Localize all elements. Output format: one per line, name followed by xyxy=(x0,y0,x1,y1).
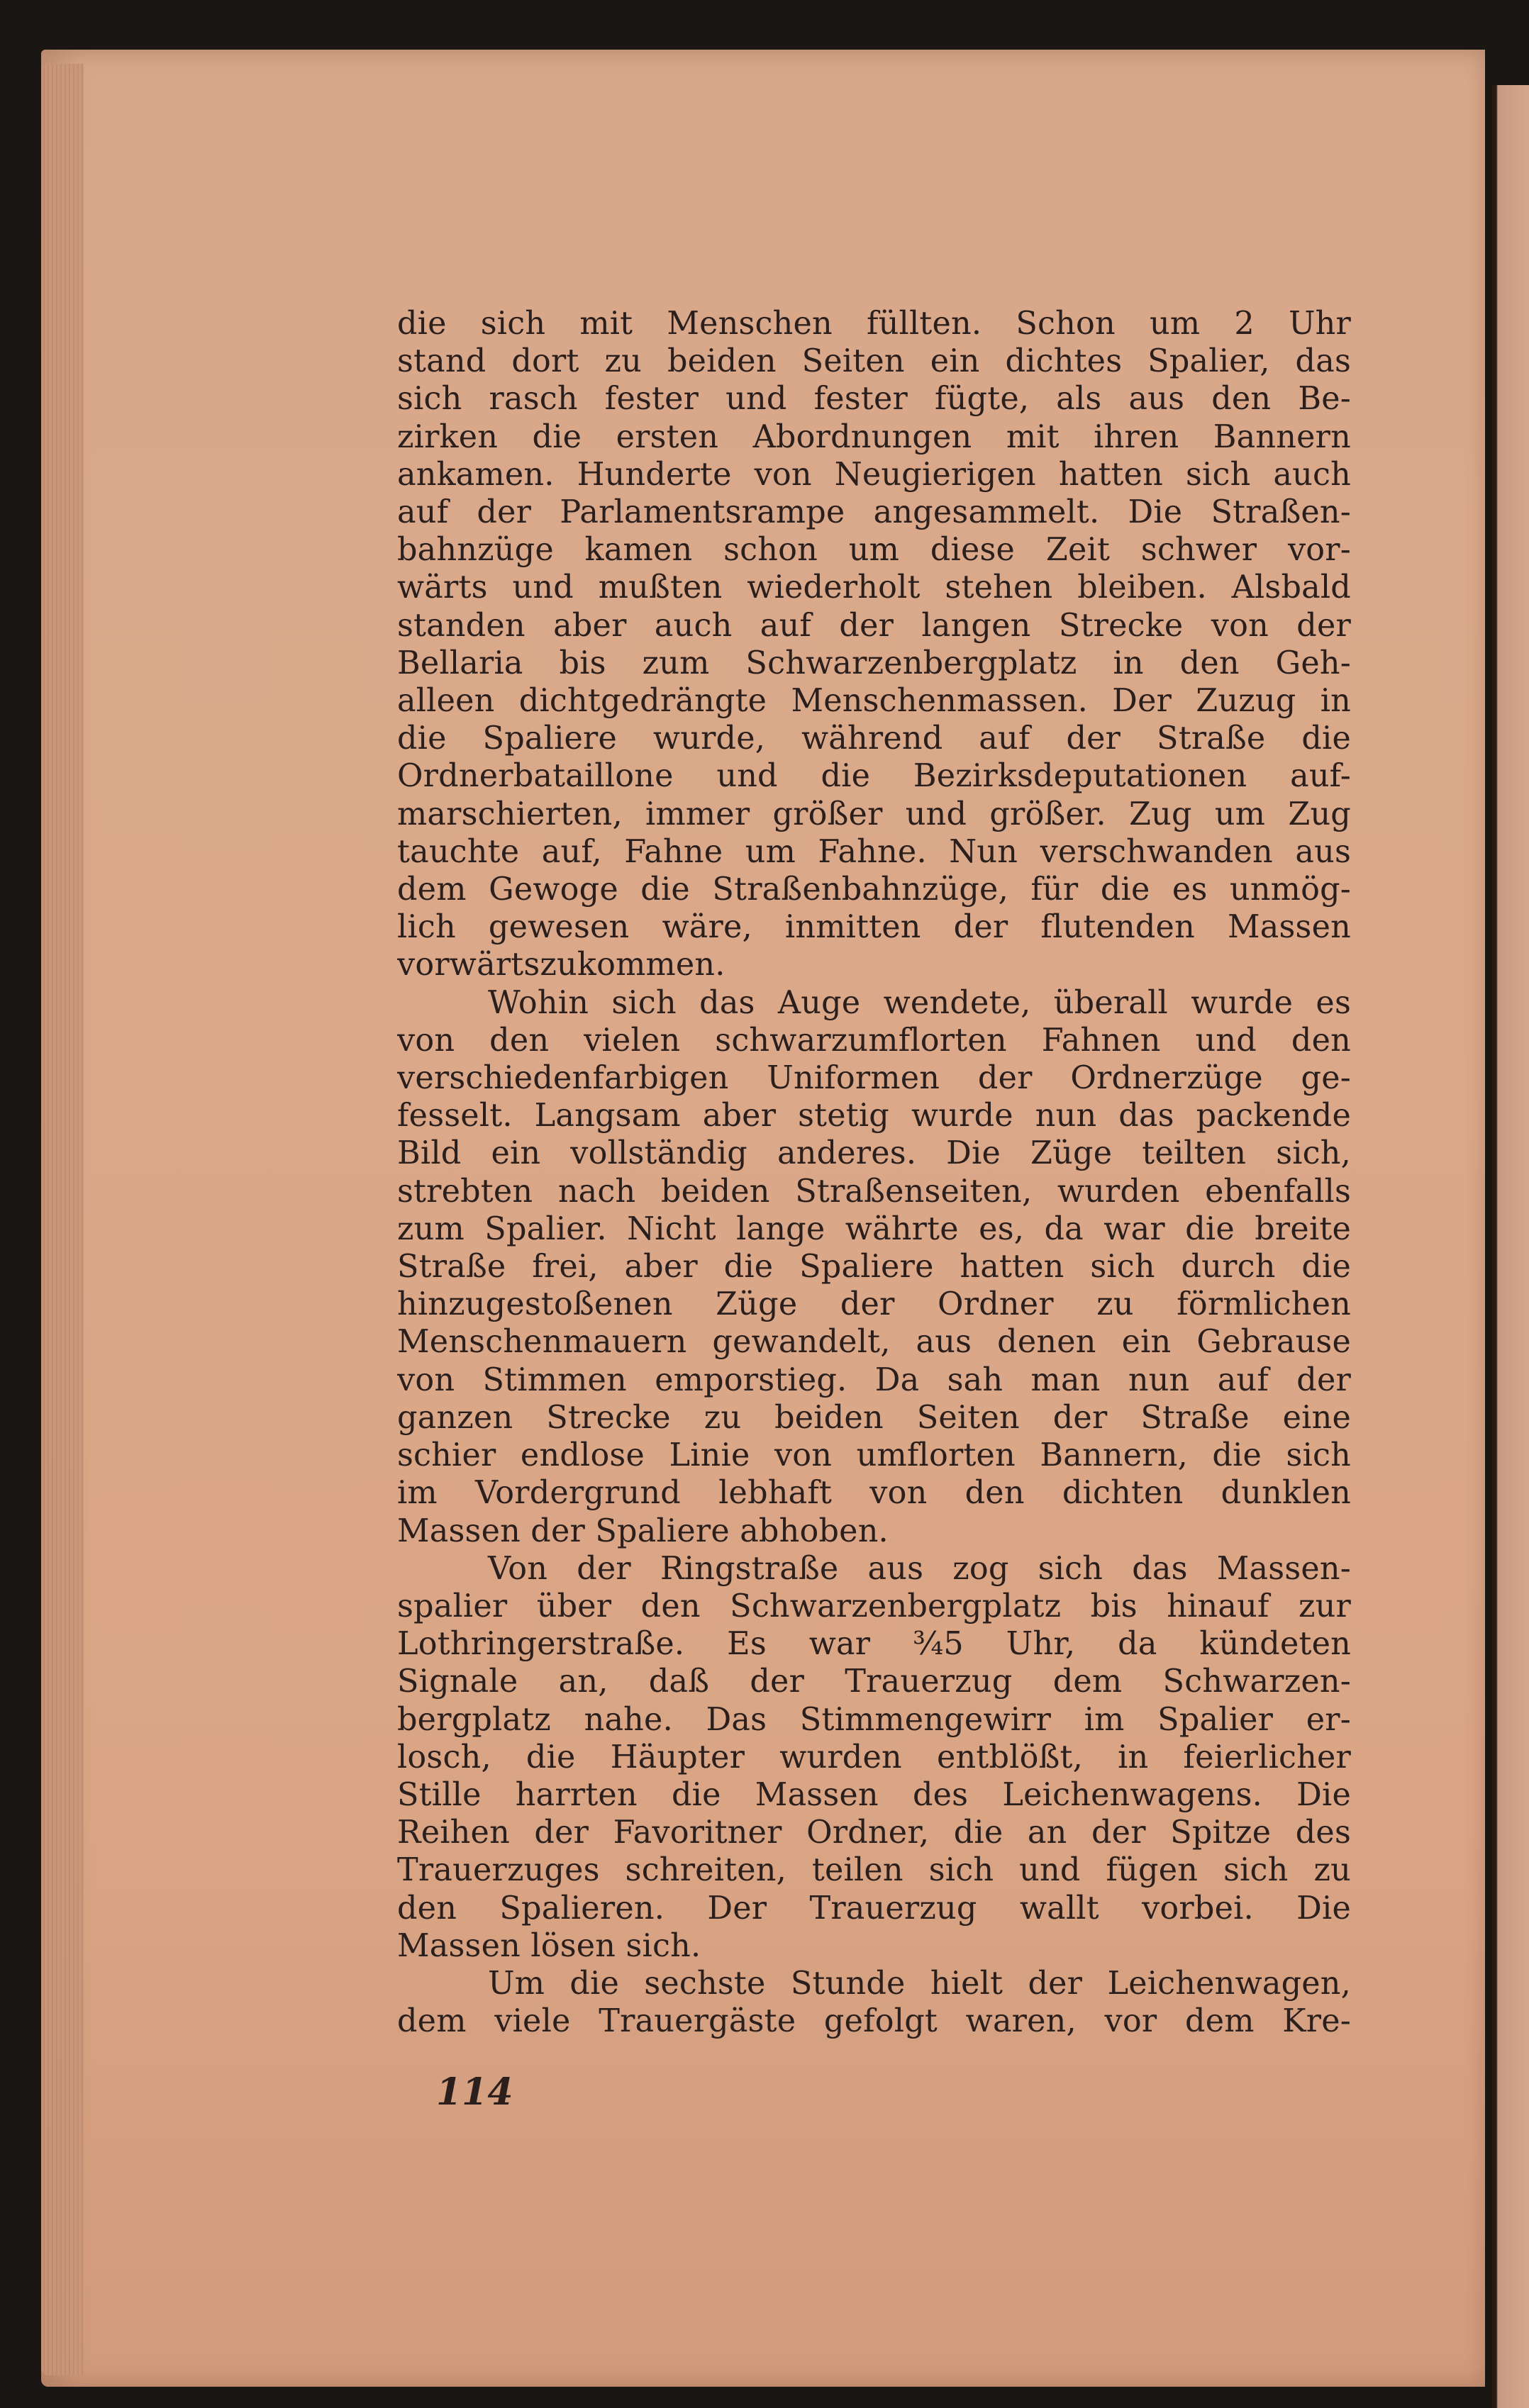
text-line: zirken die ersten Abordnungen mit ihren Bannern xyxy=(397,418,1351,455)
text-line: Ordnerbataillone und die Bezirksdeputationen auf- xyxy=(397,758,1351,795)
paragraph-start-line: Wohin sich das Auge wendete, überall wurde es xyxy=(488,984,1351,1021)
text-line: ganzen Strecke zu beiden Seiten der Straße eine xyxy=(397,1399,1351,1436)
text-line: Straße frei, aber die Spaliere hatten sich durch die xyxy=(397,1249,1351,1286)
text-line: die Spaliere wurde, während auf der Straße die xyxy=(397,720,1351,757)
page-number: 114 xyxy=(436,2070,513,2114)
text-line: Bellaria bis zum Schwarzenbergplatz in den Geh- xyxy=(397,645,1351,681)
text-line: stand dort zu beiden Seiten ein dichtes Spalier, das xyxy=(397,343,1351,380)
text-line: zum Spalier. Nicht lange währte es, da war die breite xyxy=(397,1210,1351,1247)
text-line: Stille harrten die Massen des Leichenwagens. Die xyxy=(397,1776,1351,1813)
text-line: schier endlose Linie von umflorten Bannern, die sich xyxy=(397,1437,1351,1474)
text-line: verschiedenfarbigen Uniformen der Ordnerzüge ge- xyxy=(397,1060,1351,1097)
text-line: Massen der Spaliere abhoben. xyxy=(397,1512,889,1549)
text-line: Reihen der Favoritner Ordner, die an der Spitze des xyxy=(397,1815,1351,1851)
text-line: marschierten, immer größer und größer. Zug um Zug xyxy=(397,796,1351,832)
text-line: spalier über den Schwarzenbergplatz bis hinauf zur xyxy=(397,1588,1351,1624)
text-line: vorwärtszukommen. xyxy=(397,947,725,983)
text-line: im Vordergrund lebhaft von den dichten dunklen xyxy=(397,1475,1351,1512)
text-line: Trauerzuges schreiten, teilen sich und fügen sich zu xyxy=(397,1852,1351,1889)
paragraph-start-line: Von der Ringstraße aus zog sich das Massen- xyxy=(488,1550,1351,1587)
text-line: alleen dichtgedrängte Menschenmassen. Der Zuzug in xyxy=(397,683,1351,720)
text-line: Bild ein vollständig anderes. Die Züge teilten sich, xyxy=(397,1135,1351,1172)
text-line: ankamen. Hunderte von Neugierigen hatten sich auch xyxy=(397,456,1351,493)
text-line: tauchte auf, Fahne um Fahne. Nun verschwanden aus xyxy=(397,833,1351,870)
text-line: Menschenmauern gewandelt, aus denen ein Gebrause xyxy=(397,1324,1351,1361)
text-line: bergplatz nahe. Das Stimmengewirr im Spalier er- xyxy=(397,1701,1351,1738)
body-text xyxy=(397,305,1351,2040)
adjacent-page-edge xyxy=(1492,85,1529,2408)
text-line: losch, die Häupter wurden entblößt, in feierlicher xyxy=(397,1739,1351,1776)
text-line: auf der Parlamentsrampe angesammelt. Die Straßen- xyxy=(397,494,1351,531)
paragraph-start-line: Um die sechste Stunde hielt der Leichenwagen, xyxy=(488,1965,1351,2002)
text-line: von den vielen schwarzumflorten Fahnen und den xyxy=(397,1022,1351,1059)
text-line: dem viele Trauergäste gefolgt waren, vor dem Kre- xyxy=(397,2003,1351,2040)
text-line: den Spalieren. Der Trauerzug wallt vorbei. Die xyxy=(397,1890,1351,1927)
page-stack-edges xyxy=(41,64,84,2375)
text-line: Massen lösen sich. xyxy=(397,1927,701,1964)
text-line: fesselt. Langsam aber stetig wurde nun das packende xyxy=(397,1098,1351,1135)
text-line: sich rasch fester und fester fügte, als aus den Be- xyxy=(397,381,1351,418)
text-line: bahnzüge kamen schon um diese Zeit schwer vor- xyxy=(397,532,1351,569)
text-line: dem Gewoge die Straßenbahnzüge, für die es unmög- xyxy=(397,871,1351,908)
text-line: lich gewesen wäre, inmitten der flutenden Massen xyxy=(397,909,1351,946)
text-line: Lothringerstraße. Es war ¾5 Uhr, da kündeten xyxy=(397,1626,1351,1663)
text-line: standen aber auch auf der langen Strecke von der xyxy=(397,607,1351,644)
text-line: hinzugestoßenen Züge der Ordner zu förmlichen xyxy=(397,1286,1351,1323)
text-line: Signale an, daß der Trauerzug dem Schwarzen- xyxy=(397,1663,1351,1700)
text-line: strebten nach beiden Straßenseiten, wurden ebenfalls xyxy=(397,1173,1351,1210)
text-line: von Stimmen emporstieg. Da sah man nun auf der xyxy=(397,1361,1351,1398)
text-line: die sich mit Menschen füllten. Schon um 2 Uhr xyxy=(397,306,1351,342)
text-line: wärts und mußten wiederholt stehen bleiben. Alsbald xyxy=(397,569,1351,606)
